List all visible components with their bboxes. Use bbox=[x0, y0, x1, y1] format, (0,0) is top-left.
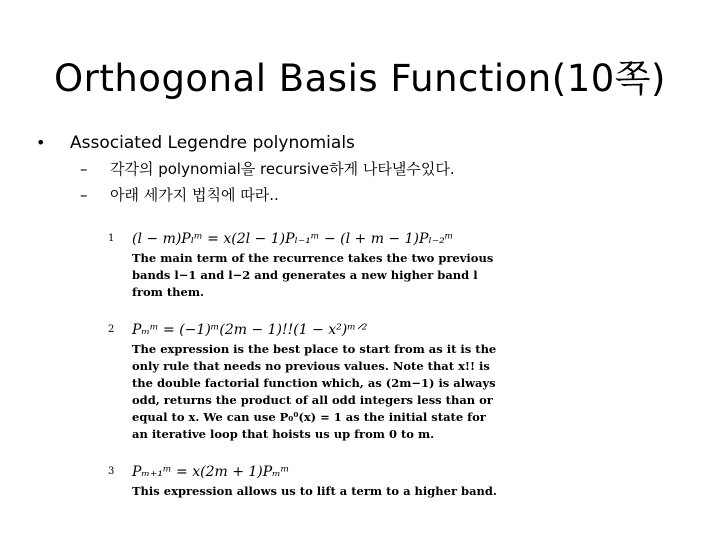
rule-description: The expression is the best place to start from as it is the only rule that needs no previous values. Note that x!! is the double factorial function which, as (2m−1) is always odd, returns the product of all odd integers less than or equal to x. We can use P₀⁰(x) = 1 as the initial state for an iterative loop that hoists us up from 0 to m. bbox=[132, 342, 497, 441]
bullet-dot-icon: • bbox=[36, 133, 46, 152]
rule-description: This expression allows us to lift a term to a higher band. bbox=[132, 484, 497, 498]
dash-icon: – bbox=[80, 160, 88, 178]
rule-equation: (l − m)Pₗᵐ = x(2l − 1)Pₗ₋₁ᵐ − (l + m − 1)Pₗ₋₂ᵐ bbox=[132, 231, 454, 247]
sub-bullet-item bbox=[80, 184, 696, 205]
rule-1 bbox=[108, 228, 498, 301]
recurrence-rules-figure bbox=[108, 228, 498, 500]
rule-3 bbox=[108, 461, 498, 500]
bullet-list bbox=[36, 133, 696, 205]
rule-equation: Pₘᵐ = (−1)ᵐ(2m − 1)!!(1 − x²)ᵐᐟ² bbox=[132, 322, 368, 338]
rule-equation: Pₘ₊₁ᵐ = x(2m + 1)Pₘᵐ bbox=[132, 464, 290, 480]
sub-bullet-text: 아래 세가지 법칙에 따라.. bbox=[110, 186, 279, 204]
bullet-item bbox=[36, 133, 696, 153]
rule-number: 2 bbox=[108, 324, 115, 335]
bullet-text: Associated Legendre polynomials bbox=[70, 133, 355, 153]
rule-number: 1 bbox=[108, 233, 115, 244]
dash-icon: – bbox=[80, 186, 88, 204]
rule-description: The main term of the recurrence takes the two previous bands l−1 and l−2 and generates a new higher band l from them. bbox=[132, 251, 494, 299]
sub-bullet-item bbox=[80, 158, 696, 179]
rule-2 bbox=[108, 319, 498, 443]
rule-number: 3 bbox=[108, 466, 115, 477]
slide-title: Orthogonal Basis Function(10쪽) bbox=[54, 57, 666, 100]
sub-bullet-text: 각각의 polynomial을 recursive하게 나타낼수있다. bbox=[110, 160, 455, 178]
